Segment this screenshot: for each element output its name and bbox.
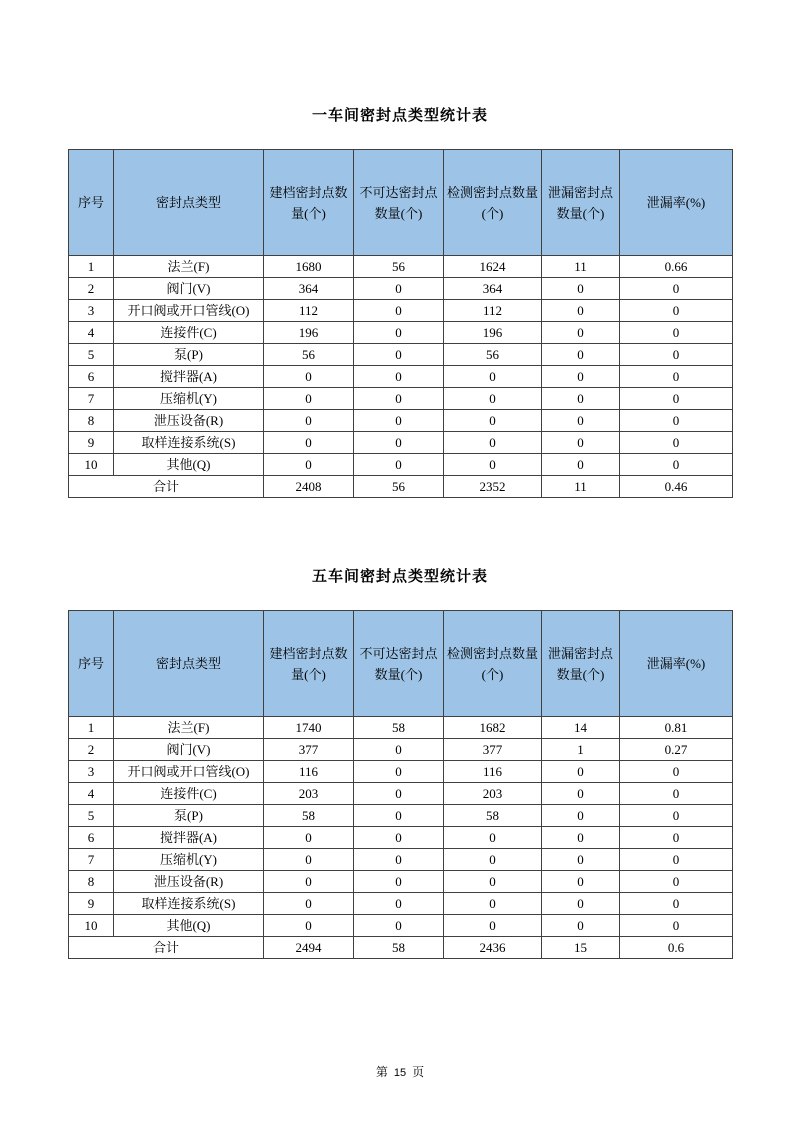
category-cell: 压缩机(Y) bbox=[114, 849, 264, 871]
value-cell: 0 bbox=[542, 432, 620, 454]
table-row bbox=[69, 915, 733, 937]
table-row bbox=[69, 454, 733, 476]
category-cell: 法兰(F) bbox=[114, 717, 264, 739]
table-row bbox=[69, 300, 733, 322]
column-header: 检测密封点数量(个) bbox=[444, 611, 542, 717]
value-cell: 0 bbox=[264, 366, 354, 388]
total-value-cell: 15 bbox=[542, 937, 620, 959]
value-cell: 0 bbox=[620, 344, 733, 366]
total-value-cell: 58 bbox=[354, 937, 444, 959]
value-cell: 0 bbox=[354, 278, 444, 300]
value-cell: 0 bbox=[444, 454, 542, 476]
value-cell: 0 bbox=[620, 432, 733, 454]
category-cell: 开口阀或开口管线(O) bbox=[114, 300, 264, 322]
table-section-workshop5 bbox=[0, 565, 800, 959]
table-row bbox=[69, 256, 733, 278]
value-cell: 0 bbox=[354, 388, 444, 410]
value-cell: 0 bbox=[542, 344, 620, 366]
value-cell: 0 bbox=[444, 915, 542, 937]
row-index-cell: 5 bbox=[69, 805, 114, 827]
total-value-cell: 2408 bbox=[264, 476, 354, 498]
value-cell: 116 bbox=[444, 761, 542, 783]
total-value-cell: 56 bbox=[354, 476, 444, 498]
value-cell: 0 bbox=[542, 278, 620, 300]
row-index-cell: 7 bbox=[69, 849, 114, 871]
sealing-point-stats-table-workshop1 bbox=[68, 149, 733, 498]
value-cell: 0 bbox=[444, 388, 542, 410]
value-cell: 0 bbox=[620, 871, 733, 893]
table-row bbox=[69, 344, 733, 366]
value-cell: 0 bbox=[620, 300, 733, 322]
value-cell: 0 bbox=[264, 871, 354, 893]
table-row bbox=[69, 827, 733, 849]
value-cell: 0 bbox=[354, 366, 444, 388]
total-value-cell: 2352 bbox=[444, 476, 542, 498]
value-cell: 0 bbox=[542, 300, 620, 322]
total-label-cell: 合计 bbox=[69, 476, 264, 498]
table-body bbox=[69, 717, 733, 959]
value-cell: 0 bbox=[264, 410, 354, 432]
value-cell: 0 bbox=[264, 827, 354, 849]
row-index-cell: 3 bbox=[69, 300, 114, 322]
table-row bbox=[69, 432, 733, 454]
total-row bbox=[69, 937, 733, 959]
value-cell: 0 bbox=[354, 827, 444, 849]
table-row bbox=[69, 805, 733, 827]
table-body bbox=[69, 256, 733, 498]
category-cell: 其他(Q) bbox=[114, 915, 264, 937]
row-index-cell: 1 bbox=[69, 717, 114, 739]
category-cell: 开口阀或开口管线(O) bbox=[114, 761, 264, 783]
value-cell: 0 bbox=[542, 761, 620, 783]
header-row bbox=[69, 611, 733, 717]
column-header: 序号 bbox=[69, 611, 114, 717]
value-cell: 11 bbox=[542, 256, 620, 278]
value-cell: 116 bbox=[264, 761, 354, 783]
value-cell: 112 bbox=[444, 300, 542, 322]
table-title-workshop5: 五车间密封点类型统计表 bbox=[311, 569, 488, 585]
value-cell: 196 bbox=[264, 322, 354, 344]
value-cell: 0 bbox=[354, 805, 444, 827]
value-cell: 0 bbox=[354, 739, 444, 761]
column-header: 泄漏率(%) bbox=[620, 611, 733, 717]
value-cell: 0 bbox=[354, 761, 444, 783]
row-index-cell: 5 bbox=[69, 344, 114, 366]
table-row bbox=[69, 783, 733, 805]
value-cell: 1680 bbox=[264, 256, 354, 278]
value-cell: 0 bbox=[620, 366, 733, 388]
value-cell: 0 bbox=[620, 827, 733, 849]
row-index-cell: 7 bbox=[69, 388, 114, 410]
category-cell: 取样连接系统(S) bbox=[114, 432, 264, 454]
category-cell: 法兰(F) bbox=[114, 256, 264, 278]
row-index-cell: 2 bbox=[69, 739, 114, 761]
value-cell: 0 bbox=[542, 805, 620, 827]
total-value-cell: 0.46 bbox=[620, 476, 733, 498]
table-header bbox=[69, 150, 733, 256]
table-row bbox=[69, 410, 733, 432]
total-row bbox=[69, 476, 733, 498]
table-wrap bbox=[68, 149, 732, 498]
row-index-cell: 9 bbox=[69, 893, 114, 915]
value-cell: 0.81 bbox=[620, 717, 733, 739]
value-cell: 0 bbox=[620, 410, 733, 432]
value-cell: 0 bbox=[444, 827, 542, 849]
table-row bbox=[69, 388, 733, 410]
value-cell: 377 bbox=[264, 739, 354, 761]
table-section-workshop1 bbox=[0, 104, 800, 498]
column-header: 建档密封点数量(个) bbox=[264, 611, 354, 717]
value-cell: 0 bbox=[354, 871, 444, 893]
value-cell: 0 bbox=[620, 805, 733, 827]
value-cell: 0 bbox=[542, 783, 620, 805]
column-header: 泄漏密封点数量(个) bbox=[542, 150, 620, 256]
total-value-cell: 2494 bbox=[264, 937, 354, 959]
table-row bbox=[69, 849, 733, 871]
page-footer-suffix: 页 bbox=[412, 1065, 425, 1079]
row-index-cell: 3 bbox=[69, 761, 114, 783]
value-cell: 0 bbox=[354, 322, 444, 344]
row-index-cell: 10 bbox=[69, 454, 114, 476]
row-index-cell: 9 bbox=[69, 432, 114, 454]
table-row bbox=[69, 717, 733, 739]
row-index-cell: 4 bbox=[69, 783, 114, 805]
value-cell: 0 bbox=[542, 871, 620, 893]
value-cell: 56 bbox=[444, 344, 542, 366]
value-cell: 0 bbox=[354, 410, 444, 432]
category-cell: 泄压设备(R) bbox=[114, 871, 264, 893]
column-header: 密封点类型 bbox=[114, 611, 264, 717]
table-row bbox=[69, 893, 733, 915]
value-cell: 377 bbox=[444, 739, 542, 761]
category-cell: 阀门(V) bbox=[114, 739, 264, 761]
value-cell: 0 bbox=[264, 849, 354, 871]
category-cell: 连接件(C) bbox=[114, 783, 264, 805]
row-index-cell: 1 bbox=[69, 256, 114, 278]
value-cell: 0 bbox=[354, 915, 444, 937]
value-cell: 0 bbox=[264, 432, 354, 454]
value-cell: 14 bbox=[542, 717, 620, 739]
column-header: 泄漏密封点数量(个) bbox=[542, 611, 620, 717]
column-header: 泄漏率(%) bbox=[620, 150, 733, 256]
total-label-cell: 合计 bbox=[69, 937, 264, 959]
table-header bbox=[69, 611, 733, 717]
value-cell: 0 bbox=[542, 849, 620, 871]
value-cell: 0 bbox=[444, 432, 542, 454]
table-row bbox=[69, 739, 733, 761]
column-header: 检测密封点数量(个) bbox=[444, 150, 542, 256]
value-cell: 0 bbox=[264, 454, 354, 476]
value-cell: 0 bbox=[354, 300, 444, 322]
value-cell: 364 bbox=[444, 278, 542, 300]
value-cell: 0 bbox=[620, 322, 733, 344]
category-cell: 泵(P) bbox=[114, 805, 264, 827]
row-index-cell: 6 bbox=[69, 366, 114, 388]
value-cell: 0 bbox=[542, 388, 620, 410]
value-cell: 0 bbox=[444, 849, 542, 871]
total-value-cell: 2436 bbox=[444, 937, 542, 959]
row-index-cell: 8 bbox=[69, 871, 114, 893]
value-cell: 0 bbox=[542, 454, 620, 476]
value-cell: 58 bbox=[264, 805, 354, 827]
table-row bbox=[69, 366, 733, 388]
value-cell: 0 bbox=[620, 915, 733, 937]
category-cell: 连接件(C) bbox=[114, 322, 264, 344]
value-cell: 58 bbox=[444, 805, 542, 827]
category-cell: 其他(Q) bbox=[114, 454, 264, 476]
value-cell: 0 bbox=[354, 454, 444, 476]
category-cell: 压缩机(Y) bbox=[114, 388, 264, 410]
row-index-cell: 8 bbox=[69, 410, 114, 432]
value-cell: 0.27 bbox=[620, 739, 733, 761]
value-cell: 0 bbox=[444, 366, 542, 388]
value-cell: 0 bbox=[620, 849, 733, 871]
value-cell: 1 bbox=[542, 739, 620, 761]
total-value-cell: 11 bbox=[542, 476, 620, 498]
header-row bbox=[69, 150, 733, 256]
row-index-cell: 2 bbox=[69, 278, 114, 300]
value-cell: 0 bbox=[444, 893, 542, 915]
page-footer-prefix: 第 bbox=[375, 1065, 388, 1079]
table-row bbox=[69, 871, 733, 893]
value-cell: 0 bbox=[620, 761, 733, 783]
category-cell: 泄压设备(R) bbox=[114, 410, 264, 432]
category-cell: 取样连接系统(S) bbox=[114, 893, 264, 915]
table-row bbox=[69, 322, 733, 344]
category-cell: 阀门(V) bbox=[114, 278, 264, 300]
value-cell: 0 bbox=[542, 410, 620, 432]
column-header: 不可达密封点数量(个) bbox=[354, 611, 444, 717]
value-cell: 203 bbox=[264, 783, 354, 805]
column-header: 密封点类型 bbox=[114, 150, 264, 256]
column-header: 不可达密封点数量(个) bbox=[354, 150, 444, 256]
value-cell: 0 bbox=[542, 366, 620, 388]
value-cell: 0 bbox=[542, 322, 620, 344]
value-cell: 0 bbox=[620, 783, 733, 805]
row-index-cell: 10 bbox=[69, 915, 114, 937]
value-cell: 0 bbox=[444, 871, 542, 893]
value-cell: 56 bbox=[354, 256, 444, 278]
value-cell: 0.66 bbox=[620, 256, 733, 278]
page-footer bbox=[0, 1063, 800, 1080]
table-row bbox=[69, 278, 733, 300]
value-cell: 0 bbox=[620, 388, 733, 410]
sealing-point-stats-table-workshop5 bbox=[68, 610, 733, 959]
table-row bbox=[69, 761, 733, 783]
total-value-cell: 0.6 bbox=[620, 937, 733, 959]
value-cell: 0 bbox=[620, 893, 733, 915]
column-header: 建档密封点数量(个) bbox=[264, 150, 354, 256]
row-index-cell: 4 bbox=[69, 322, 114, 344]
value-cell: 0 bbox=[444, 410, 542, 432]
value-cell: 0 bbox=[542, 893, 620, 915]
value-cell: 0 bbox=[354, 432, 444, 454]
category-cell: 搅拌器(A) bbox=[114, 827, 264, 849]
value-cell: 0 bbox=[542, 915, 620, 937]
table-wrap bbox=[68, 610, 732, 959]
value-cell: 0 bbox=[354, 849, 444, 871]
value-cell: 0 bbox=[354, 893, 444, 915]
column-header: 序号 bbox=[69, 150, 114, 256]
value-cell: 1682 bbox=[444, 717, 542, 739]
value-cell: 196 bbox=[444, 322, 542, 344]
value-cell: 0 bbox=[620, 278, 733, 300]
value-cell: 203 bbox=[444, 783, 542, 805]
value-cell: 364 bbox=[264, 278, 354, 300]
value-cell: 0 bbox=[264, 893, 354, 915]
category-cell: 泵(P) bbox=[114, 344, 264, 366]
value-cell: 56 bbox=[264, 344, 354, 366]
value-cell: 0 bbox=[620, 454, 733, 476]
value-cell: 1624 bbox=[444, 256, 542, 278]
value-cell: 0 bbox=[354, 344, 444, 366]
row-index-cell: 6 bbox=[69, 827, 114, 849]
value-cell: 0 bbox=[354, 783, 444, 805]
value-cell: 58 bbox=[354, 717, 444, 739]
value-cell: 0 bbox=[264, 915, 354, 937]
value-cell: 0 bbox=[264, 388, 354, 410]
value-cell: 1740 bbox=[264, 717, 354, 739]
value-cell: 112 bbox=[264, 300, 354, 322]
page-number: 15 bbox=[393, 1067, 407, 1079]
table-title-workshop1: 一车间密封点类型统计表 bbox=[311, 108, 488, 124]
value-cell: 0 bbox=[542, 827, 620, 849]
category-cell: 搅拌器(A) bbox=[114, 366, 264, 388]
